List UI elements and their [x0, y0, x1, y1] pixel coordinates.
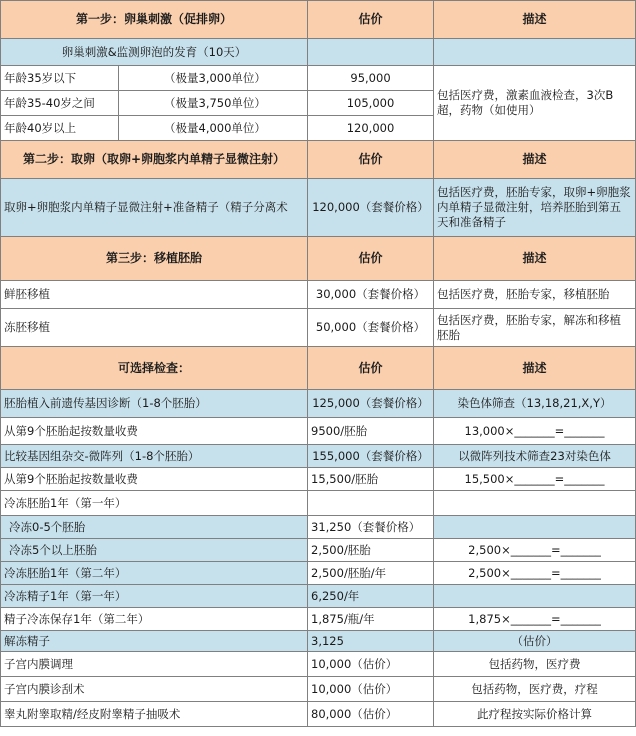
step2-item: 取卵+卵胞浆内单精子显微注射+准备精子（精子分离术 [1, 179, 308, 237]
table-row [1, 702, 636, 727]
age-group: 年龄35岁以下 [1, 66, 119, 91]
table-row [1, 608, 636, 631]
table-row [1, 309, 636, 347]
optional-description: 13,000×_______=_______ [434, 418, 636, 445]
optional-description: 1,875×_______=_______ [434, 608, 636, 631]
dose: （极量4,000单位） [119, 116, 308, 141]
optional-description [434, 585, 636, 608]
table-row [1, 445, 636, 468]
optional-item: 从第9个胚胎起按数量收费 [1, 468, 308, 491]
optional-item: 比较基因组杂交-微阵列（1-8个胚胎） [1, 445, 308, 468]
dose: （极量3,750单位） [119, 91, 308, 116]
price: 105,000 [308, 91, 434, 116]
optional-item: 子宫内膜诊刮术 [1, 677, 308, 702]
step3-header: 第三步：移植胚胎 [1, 237, 308, 281]
table-row [1, 418, 636, 445]
table-row [1, 491, 636, 516]
table-row [1, 468, 636, 491]
optional-item: 冷冻胚胎1年（第二年） [1, 562, 308, 585]
optional-price: 155,000（套餐价格） [308, 445, 434, 468]
optional-item: 睾丸附睾取精/经皮附睾精子抽吸术 [1, 702, 308, 727]
optional-description: 染色体筛查（13,18,21,X,Y） [434, 390, 636, 418]
optional-price: 10,000（估价） [308, 652, 434, 677]
optional-price: 6,250/年 [308, 585, 434, 608]
table-row [1, 539, 636, 562]
optional-item: 冷冻5个以上胚胎 [1, 539, 308, 562]
optional-description: 以微阵列技术筛查23对染色体 [434, 445, 636, 468]
optional-price: 15,500/胚胎 [308, 468, 434, 491]
step2-header-row [1, 141, 636, 179]
optional-header: 可选择检查： [1, 347, 308, 390]
optional-price: 9500/胚胎 [308, 418, 434, 445]
step3-price-header: 估价 [308, 237, 434, 281]
optional-description [434, 491, 636, 516]
optional-price: 2,500/胚胎 [308, 539, 434, 562]
optional-item: 冷冻胚胎1年（第一年） [1, 491, 308, 516]
step2-description: 包括医疗费，胚胎专家，取卵+卵胞浆内单精子显微注射，培养胚胎到第五天和准备精子 [434, 179, 636, 237]
optional-item: 子宫内膜调理 [1, 652, 308, 677]
table-row [1, 562, 636, 585]
step3-price: 50,000（套餐价格） [308, 309, 434, 347]
optional-item: 胚胎植入前遗传基因诊断（1-8个胚胎） [1, 390, 308, 418]
step3-description: 包括医疗费，胚胎专家，移植胚胎 [434, 281, 636, 309]
step1-price-header: 估价 [308, 1, 434, 39]
table-row [1, 677, 636, 702]
optional-price: 125,000（套餐价格） [308, 390, 434, 418]
optional-price-header: 估价 [308, 347, 434, 390]
optional-description: 2,500×_______=_______ [434, 562, 636, 585]
optional-price: 80,000（估价） [308, 702, 434, 727]
optional-price: 10,000（估价） [308, 677, 434, 702]
optional-item: 从第9个胚胎起按数量收费 [1, 418, 308, 445]
optional-item: 冷冻0-5个胚胎 [1, 516, 308, 539]
table-row [1, 631, 636, 652]
optional-price: 1,875/瓶/年 [308, 608, 434, 631]
step1-desc-header: 描述 [434, 1, 636, 39]
optional-item: 精子冷冻保存1年（第二年） [1, 608, 308, 631]
step1-subtitle-row [1, 39, 636, 66]
optional-description: 包括药物，医疗费，疗程 [434, 677, 636, 702]
optional-item: 解冻精子 [1, 631, 308, 652]
optional-desc-header: 描述 [434, 347, 636, 390]
step1-header-row [1, 1, 636, 39]
optional-description: 包括药物，医疗费 [434, 652, 636, 677]
table-row [1, 281, 636, 309]
dose: （极量3,000单位） [119, 66, 308, 91]
table-row [1, 390, 636, 418]
optional-price: 31,250（套餐价格） [308, 516, 434, 539]
step2-price: 120,000（套餐价格） [308, 179, 434, 237]
table-row [1, 652, 636, 677]
step2-header: 第二步：取卵（取卵+卵胞浆内单精子显微注射） [1, 141, 308, 179]
step3-item: 鲜胚移植 [1, 281, 308, 309]
optional-item: 冷冻精子1年（第一年） [1, 585, 308, 608]
price: 120,000 [308, 116, 434, 141]
table-row [1, 516, 636, 539]
age-group: 年龄40岁以上 [1, 116, 119, 141]
step3-header-row [1, 237, 636, 281]
optional-price: 2,500/胚胎/年 [308, 562, 434, 585]
age-group: 年龄35-40岁之间 [1, 91, 119, 116]
step1-header: 第一步：卵巢刺激（促排卵） [1, 1, 308, 39]
table-row [1, 66, 636, 91]
step3-item: 冻胚移植 [1, 309, 308, 347]
step1-description: 包括医疗费，激素血液检查，3次B超，药物（如使用） [434, 66, 636, 141]
optional-description: 15,500×_______=_______ [434, 468, 636, 491]
table-row [1, 179, 636, 237]
optional-price: 3,125 [308, 631, 434, 652]
optional-description [434, 516, 636, 539]
step2-desc-header: 描述 [434, 141, 636, 179]
price: 95,000 [308, 66, 434, 91]
optional-description: 2,500×_______=_______ [434, 539, 636, 562]
step3-description: 包括医疗费，胚胎专家，解冻和移植胚胎 [434, 309, 636, 347]
step3-price: 30,000（套餐价格） [308, 281, 434, 309]
step3-desc-header: 描述 [434, 237, 636, 281]
table-row [1, 585, 636, 608]
optional-header-row [1, 347, 636, 390]
optional-price [308, 491, 434, 516]
step2-price-header: 估价 [308, 141, 434, 179]
optional-description: 此疗程按实际价格计算 [434, 702, 636, 727]
optional-description: （估价） [434, 631, 636, 652]
step1-subtitle: 卵巢刺激&监测卵泡的发育（10天） [1, 39, 308, 66]
